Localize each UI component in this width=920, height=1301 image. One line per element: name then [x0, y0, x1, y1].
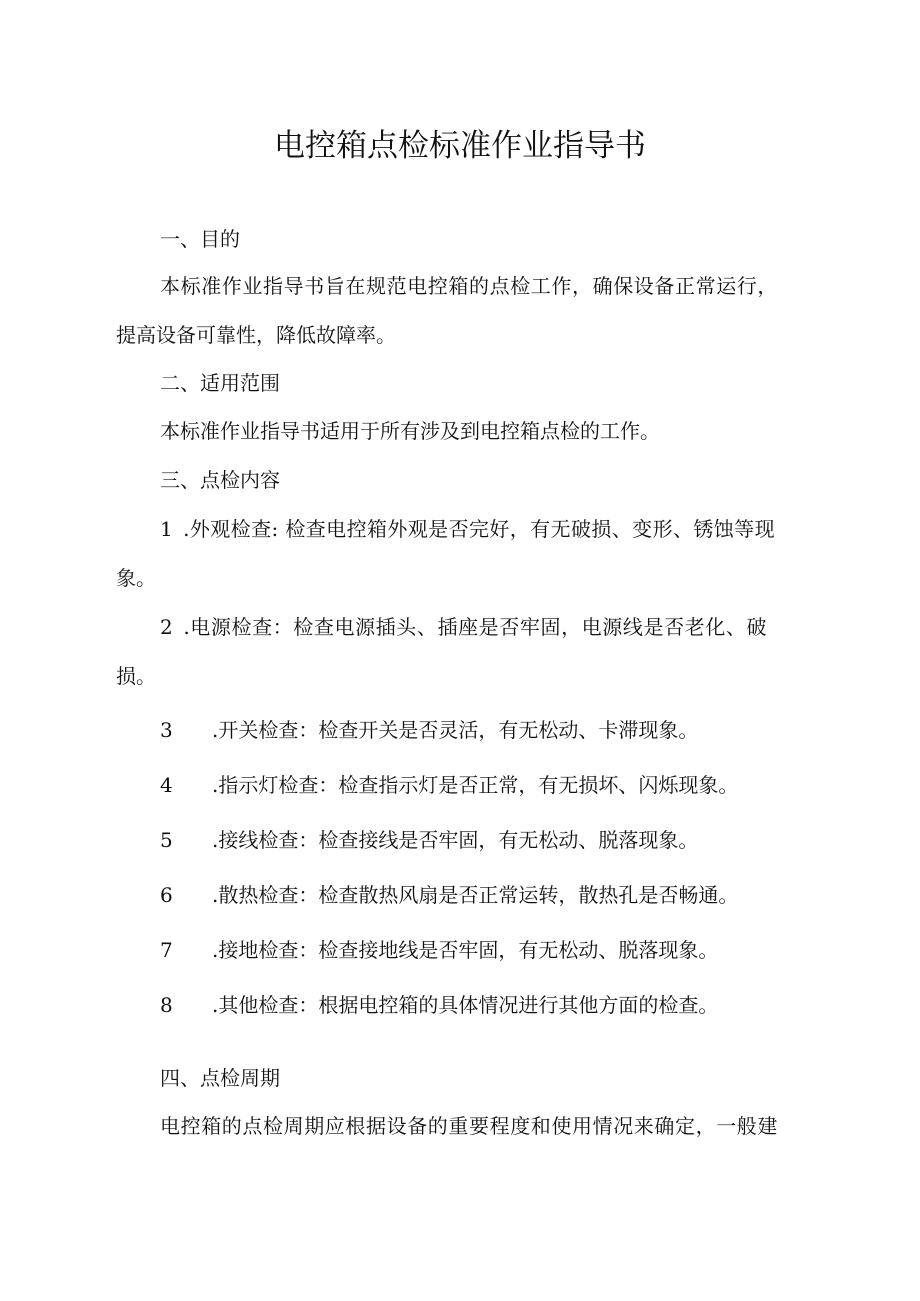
paragraph-line: 提高设备可靠性，降低故障率。 — [116, 323, 396, 347]
item-text: .指示灯检查：检查指示灯是否正常，有无损坏、闪烁现象。 — [212, 773, 739, 797]
list-item — [160, 935, 718, 965]
item-text: .其他检查：根据电控箱的具体情况进行其他方面的检查。 — [212, 993, 719, 1017]
list-item — [160, 715, 698, 745]
list-item-continuation: 损。 — [116, 664, 156, 688]
item-number: 1 — [160, 517, 174, 541]
item-number: 6 — [160, 883, 173, 907]
item-number: 3 — [160, 718, 173, 742]
item-number: 7 — [160, 938, 173, 962]
item-number: 5 — [160, 828, 173, 852]
list-item — [160, 880, 738, 910]
paragraph-line: 本标准作业指导书适用于所有涉及到电控箱点检的工作。 — [160, 419, 660, 443]
list-item — [160, 514, 775, 544]
item-number: 8 — [160, 993, 173, 1017]
list-item — [160, 825, 698, 855]
list-item — [160, 990, 718, 1020]
item-text: .接地检查：检查接地线是否牢固，有无松动、脱落现象。 — [212, 938, 719, 962]
item-number: 2 — [160, 615, 174, 639]
list-item — [160, 612, 767, 642]
paragraph-line: 本标准作业指导书旨在规范电控箱的点检工作，确保设备正常运行， — [160, 274, 778, 298]
section-heading-purpose: 一、目的 — [160, 227, 240, 251]
section-heading-cycle: 四、点检周期 — [160, 1066, 280, 1090]
item-number: 4 — [160, 773, 173, 797]
section-heading-content: 三、点检内容 — [160, 468, 280, 492]
item-text: .接线检查：检查接线是否牢固，有无松动、脱落现象。 — [212, 828, 699, 852]
list-item — [160, 770, 738, 800]
document-title: 电控箱点检标准作业指导书 — [274, 128, 646, 164]
paragraph-line: 电控箱的点检周期应根据设备的重要程度和使用情况来确定，一般建 — [160, 1114, 778, 1138]
item-text: .开关检查：检查开关是否灵活，有无松动、卡滞现象。 — [212, 718, 699, 742]
item-text: .外观检查: 检查电控箱外观是否完好，有无破损、变形、锈蚀等现 — [183, 517, 775, 541]
list-item-continuation: 象。 — [116, 566, 156, 590]
item-text: .电源检查：检查电源插头、插座是否牢固，电源线是否老化、破 — [183, 615, 768, 639]
section-heading-scope: 二、适用范围 — [160, 371, 280, 395]
item-text: .散热检查：检查散热风扇是否正常运转，散热孔是否畅通。 — [212, 883, 739, 907]
